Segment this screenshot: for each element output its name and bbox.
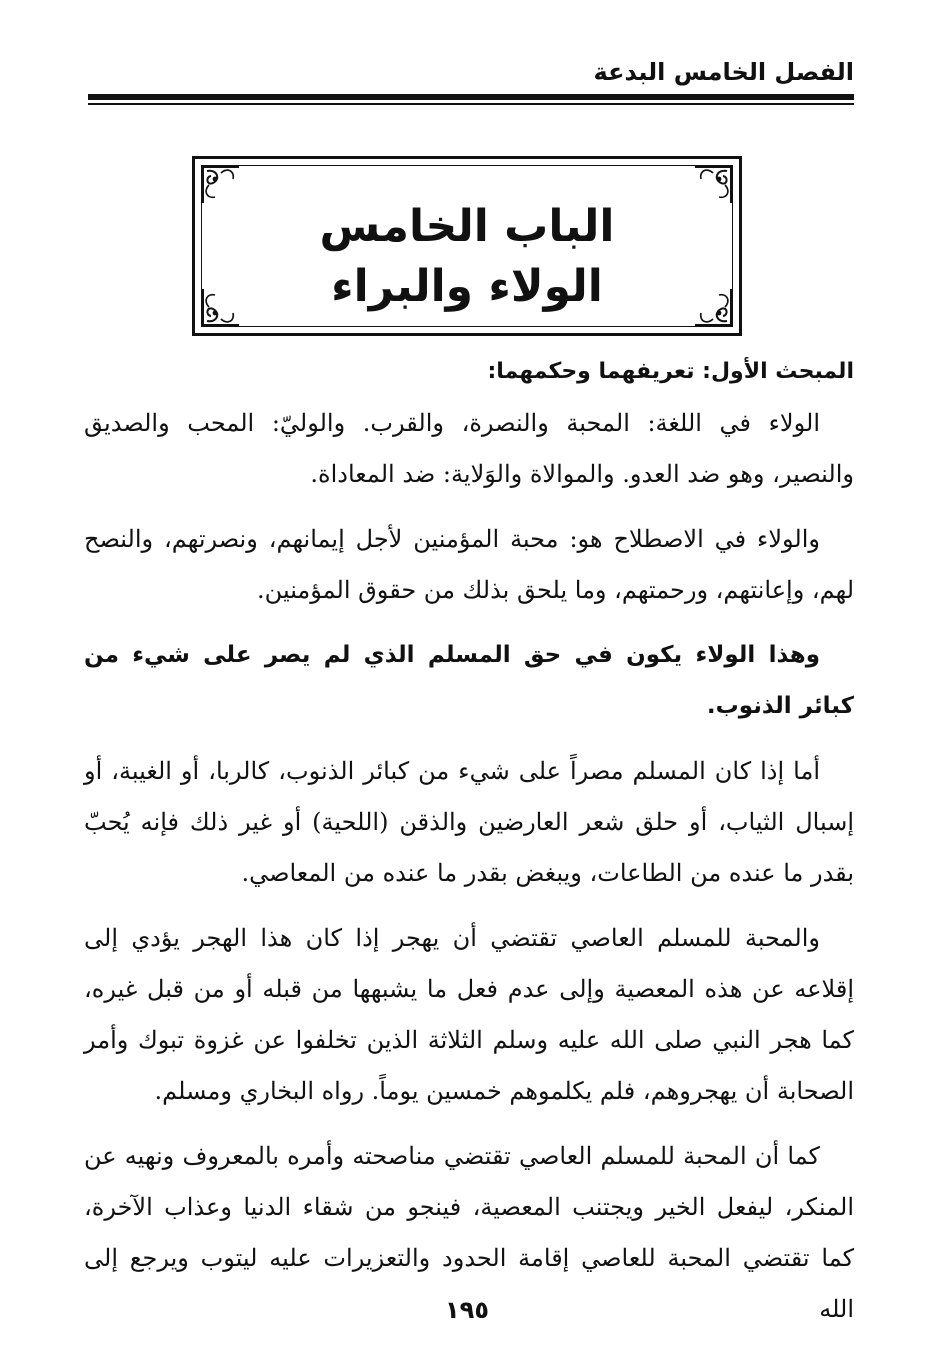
paragraph: الولاء في اللغة: المحبة والنصرة، والقرب. والوليّ: المحب والصديق والنصير، وهو ضد العدو. والموالاة والوَلاية: ضد المعاداة.	[84, 409, 854, 488]
chapter-title-box	[192, 156, 742, 336]
paragraph: أما إذا كان المسلم مصراً على شيء من كبائر الذنوب، كالربا، أو الغيبة، أو إسبال الثياب، أو حلق شعر العارضين والذقن (اللحية) أو غير ذلك فإنه يُحبّ بقدر ما عنده من الطاعات، ويبغض بقدر ما عنده من المعاصي.	[84, 757, 854, 887]
chapter-subtitle: الولاء والبراء	[331, 261, 603, 312]
header-rule-thick	[88, 94, 854, 100]
paragraph: والولاء في الاصطلاح هو: محبة المؤمنين لأجل إيمانهم، ونصرتهم، والنصح لهم، وإعانتهم، ورحمتهم، وما يلحق بذلك من حقوق المؤمنين.	[84, 525, 854, 604]
header-rule-thin	[88, 103, 854, 105]
paragraph: كما أن المحبة للمسلم العاصي تقتضي مناصحته وأمره بالمعروف ونهيه عن المنكر، ليفعل الخير ويجتنب المعصية، فينجو من شقاء الدنيا وعذاب الآخرة، كما تقتضي المحبة للعاصي إقامة الحدود والتعزيرات عليه ليتوب ويرجع إلى الله	[84, 1142, 854, 1323]
paragraph: والمحبة للمسلم العاصي تقتضي أن يهجر إذا كان هذا الهجر يؤدي إلى إقلاعه عن هذه المعصية وإلى عدم فعل ما يشبهها من قبله أو من قبل غيره، كما هجر النبي صلى الله عليه وسلم الثلاثة الذين تخلفوا عن غزوة تبوك وأمر الصحابة أن يهجروهم، فلم يكلموهم خمسين يوماً. رواه البخاري ومسلم.	[84, 924, 854, 1105]
body-text	[84, 352, 854, 1349]
paragraph: وهذا الولاء يكون في حق المسلم الذي لم يصر على شيء من كبائر الذنوب.	[84, 642, 854, 719]
page-number: ١٩٥	[445, 1296, 489, 1324]
running-header: الفصل الخامس البدعة	[593, 58, 854, 86]
section-heading: المبحث الأول: تعريفهما وحكمهما:	[487, 359, 854, 384]
chapter-title: الباب الخامس	[319, 201, 615, 252]
